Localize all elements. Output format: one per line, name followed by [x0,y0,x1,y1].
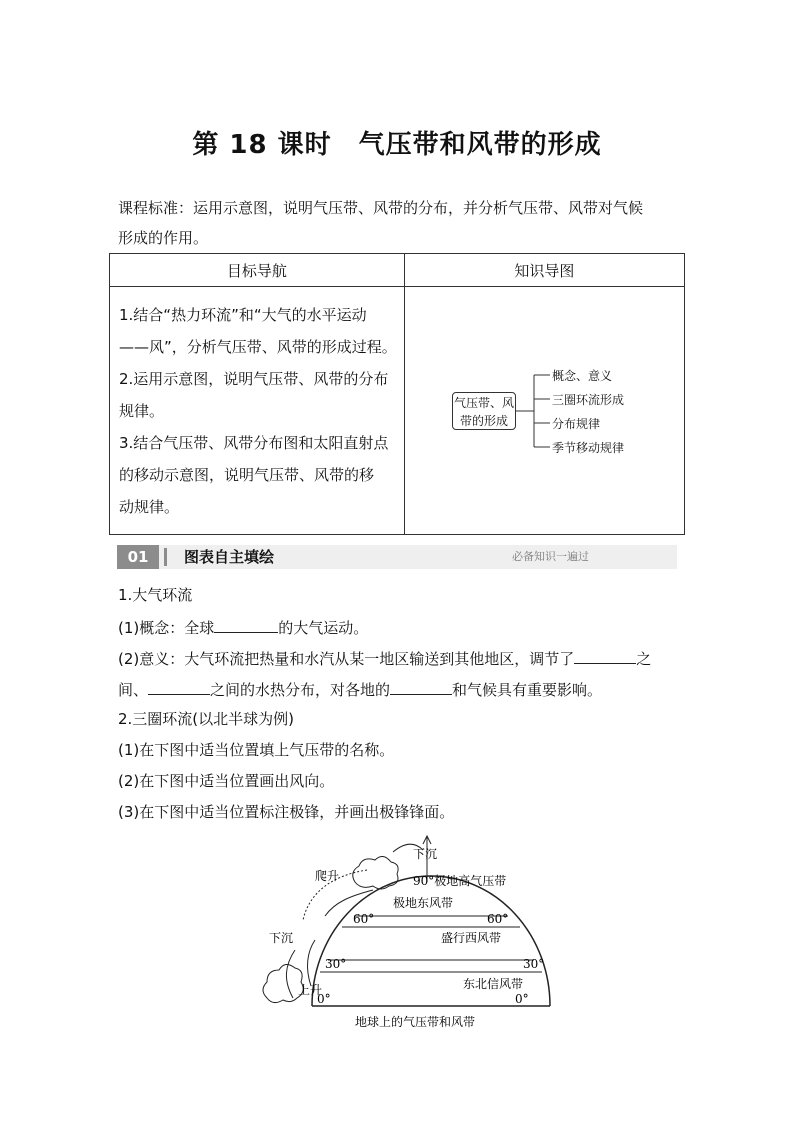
goal-line: ——风”，分析气压带、风带的形成过程。 [119,337,397,356]
mindmap-center-line2: 带的形成 [459,414,508,428]
label-top-sink: 下沉 [413,847,438,861]
significance-part-a: 间、 [118,681,149,699]
goal-line: 规律。 [119,401,165,420]
question-3: (3)在下图中适当位置标注极锋，并画出极锋锋面。 [118,803,455,821]
label-lat0-left: 0° [317,992,331,1006]
label-climb: 爬升 [315,869,340,883]
goal-line: 3.结合气压带、风带分布图和太阳直射点 [119,433,389,452]
course-standard-line2: 形成的作用。 [118,229,209,247]
goal-line: 2.运用示意图，说明气压带、风带的分布 [119,369,389,388]
label-left-sink: 下沉 [269,931,294,945]
goal-list [111,299,403,523]
diagram-caption: 地球上的气压带和风带 [355,1015,476,1029]
mindmap-center-line1: 气压带、风 [453,396,514,410]
label-lat30-left: 30° [325,957,347,971]
blank-field[interactable] [574,647,636,664]
heading-text: 1.大气环流 [118,586,193,604]
significance-part-c: 和气候具有重要影响。 [452,681,603,699]
label-ne-trades: 东北信风带 [463,977,524,991]
label-lat0-right: 0° [515,992,529,1006]
course-standard-line1: 课程标准：运用示意图，说明气压带、风带的分布，并分析气压带、风带对气候 [118,199,644,217]
section-title: 图表自主填绘 [184,548,275,566]
significance-line2 [118,678,602,700]
concept-suffix: 的大气运动。 [278,619,369,637]
significance-prefix: (2)意义：大气环流把热量和水汽从某一地区输送到其他地区，调节了 [118,650,575,668]
mindmap-center [452,392,516,430]
mindmap-bracket [516,366,556,456]
section-number: 01 [117,545,159,569]
blank-field[interactable] [390,678,452,695]
mindmap-branch: 三圈环流形成 [552,393,625,407]
page-title: 第 18 课时 气压带和风带的形成 [192,130,602,160]
heading-three-cell: 2.三圈环流(以北半球为例) [118,710,295,728]
label-polar-easterlies: 极地东风带 [393,896,454,910]
label-lat60-left: 60° [353,912,375,926]
goal-line: 1.结合“热力环流”和“大气的水平运动 [119,305,367,324]
goal-header: 目标导航 [110,254,405,287]
label-westerlies: 盛行西风带 [441,931,502,945]
goal-cell [110,287,405,535]
blank-field[interactable] [214,616,278,633]
section-tag: 必备知识一遍过 [512,550,589,563]
significance-part-b: 之间的水热分布，对各地的 [210,681,391,699]
mindmap-branch: 季节移动规律 [552,441,625,455]
section-separator [164,548,167,566]
heading-atmospheric-circulation [118,585,192,605]
concept-line [118,616,368,638]
mindmap-header: 知识导图 [404,254,684,287]
question-1: (1)在下图中适当位置填上气压带的名称。 [118,741,395,759]
goal-line: 的移动示意图，说明气压带、风带的移 [119,465,375,484]
label-rise: 上升 [298,983,323,997]
pressure-belt-diagram [255,830,555,1035]
mindmap-branch: 分布规律 [552,417,601,431]
blank-field[interactable] [148,678,210,695]
concept-prefix: (1)概念：全球 [118,619,215,637]
mindmap-branch: 概念、意义 [552,369,613,383]
significance-suffix: 之 [636,650,652,668]
label-lat60-right: 60° [487,912,509,926]
label-polar-high: 90°极地高气压带 [413,874,507,888]
circulation-arrow [286,950,295,998]
question-2: (2)在下图中适当位置画出风向。 [118,772,335,790]
goal-line: 动规律。 [119,497,180,516]
label-lat30-right: 30° [523,957,545,971]
significance-line1 [118,647,651,669]
